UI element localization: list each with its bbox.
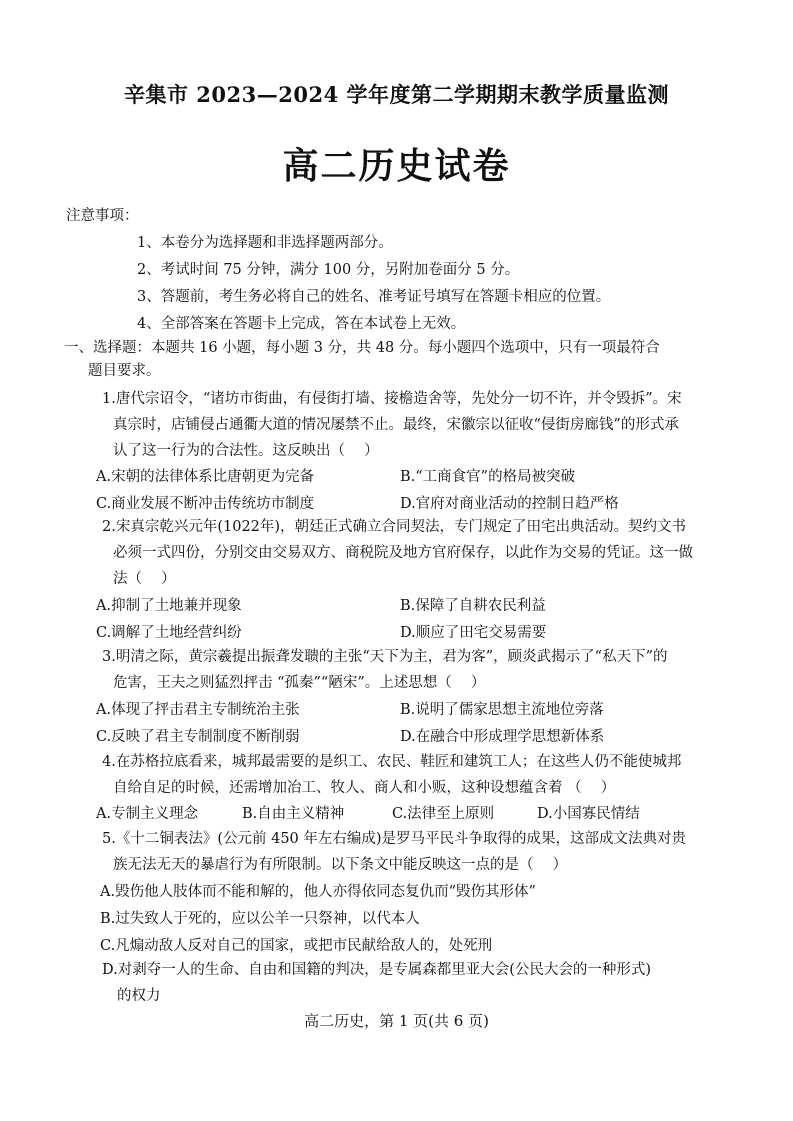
option-a: A.体现了抨击君主专制统治主张 xyxy=(96,702,300,718)
option-a: A.毁伤他人肢体而不能和解的，他人亦得依同态复仇而“毁伤其形体” xyxy=(100,884,536,900)
option-b: B.说明了儒家思想主流地位旁落 xyxy=(400,702,604,718)
question-3 xyxy=(102,644,730,696)
notes-heading: 注意事项： xyxy=(66,208,139,224)
question-line: 3.明清之际，黄宗羲提出振聋发聩的主张“天下为主，君为客”，顾炎武揭示了“私天下”的 xyxy=(102,649,668,665)
question-line: 必须一式四份，分别交由交易双方、商税院及地方官府保存，以此作为交易的凭证。这一做 xyxy=(113,545,693,561)
option-d: D.官府对商业活动的控制日趋严格 xyxy=(400,496,619,512)
option-c: C.商业发展不断冲击传统坊市制度 xyxy=(96,496,315,512)
option-d: D.在融合中形成理学思想新体系 xyxy=(400,729,605,745)
option-b: B.过失致人于死的，应以公羊一只祭神，以代本人 xyxy=(100,911,420,927)
option-b: B.“工商食官”的格局被突破 xyxy=(400,469,576,485)
question-1 xyxy=(102,386,730,464)
question-line: 自给自足的时候，还需增加冶工、牧人、商人和小贩，这种设想蕴含着 （ ） xyxy=(113,780,616,796)
note-item: 1、本卷分为选择题和非选择题两部分。 xyxy=(137,235,393,251)
question-line: 法（ ） xyxy=(113,571,176,587)
option-a: A.专制主义理念 xyxy=(96,806,199,822)
question-line: 2.宋真宗乾兴元年(1022年)，朝廷正式确立合同契法，专门规定了田宅出典活动。契约文书 xyxy=(102,519,687,535)
section-heading-line: 题目要求。 xyxy=(88,363,161,379)
note-item: 2、考试时间 75 分钟，满分 100 分，另附加卷面分 5 分。 xyxy=(137,262,520,278)
section-heading xyxy=(64,337,734,383)
option-c: C.调解了土地经营纠纷 xyxy=(96,625,242,641)
question-line: 危害，王夫之则猛烈抨击 “孤秦”“陋宋”。上述思想（ ） xyxy=(113,675,486,691)
exam-title: 辛集市 2023—2024 学年度第二学期期末教学质量监测 xyxy=(123,82,669,107)
question-4 xyxy=(102,749,730,801)
option-line: D.对剥夺一人的生命、自由和国籍的判决，是专属森都里亚大会(公民大会的一种形式) xyxy=(102,962,652,978)
question-line: 4.在苏格拉底看来，城邦最需要的是织工、农民、鞋匠和建筑工人；在这些人仍不能使城邦 xyxy=(102,754,682,770)
question-line: 族无法无天的暴虐行为有所限制。以下条文中能反映这一点的是（ ） xyxy=(113,857,568,873)
option-a: A.宋朝的法律体系比唐朝更为完备 xyxy=(96,469,315,485)
question-line: 真宗时，店铺侵占通衢大道的情况屡禁不止。最终，宋徽宗以征收“侵街房廊钱”的形式承 xyxy=(113,417,679,433)
question-line: 5.《十二铜表法》(公元前 450 年左右编成)是罗马平民斗争取得的成果，这部成文法典对贵 xyxy=(102,831,687,847)
option-a: A.抑制了土地兼并现象 xyxy=(96,598,242,614)
question-line: 认了这一行为的合法性。这反映出（ ） xyxy=(113,443,379,459)
question-5 xyxy=(102,826,730,878)
option-c: C.法律至上原则 xyxy=(392,806,495,822)
page-footer: 高二历史，第 1 页(共 6 页) xyxy=(304,1012,489,1030)
question-line: 1.唐代宗诏令，“诸坊市街曲，有侵街打墙、接檐造舍等，先处分一切不许，并令毁拆”。宋 xyxy=(102,391,682,407)
option-d: D.小国寡民情结 xyxy=(537,806,640,822)
option-c: C.反映了君主专制制度不断削弱 xyxy=(96,729,300,745)
note-item: 4、全部答案在答题卡上完成，答在本试卷上无效。 xyxy=(137,316,466,332)
question-2 xyxy=(102,514,730,592)
option-b: B.自由主义精神 xyxy=(242,806,345,822)
option-b: B.保障了自耕农民利益 xyxy=(400,598,546,614)
note-item: 3、答题前，考生务必将自己的姓名、准考证号填写在答题卡相应的位置。 xyxy=(137,289,611,305)
option-c: C.凡煽动敌人反对自己的国家，或把市民献给敌人的，处死刑 xyxy=(100,938,493,954)
section-heading-line: 一、选择题：本题共 16 小题，每小题 3 分，共 48 分。每小题四个选项中，只有一项最符合 xyxy=(64,340,660,356)
option-d xyxy=(102,957,722,1009)
exam-subtitle: 高二历史试卷 xyxy=(282,145,511,187)
option-line: 的权力 xyxy=(117,988,161,1004)
option-d: D.顺应了田宅交易需要 xyxy=(400,625,547,641)
